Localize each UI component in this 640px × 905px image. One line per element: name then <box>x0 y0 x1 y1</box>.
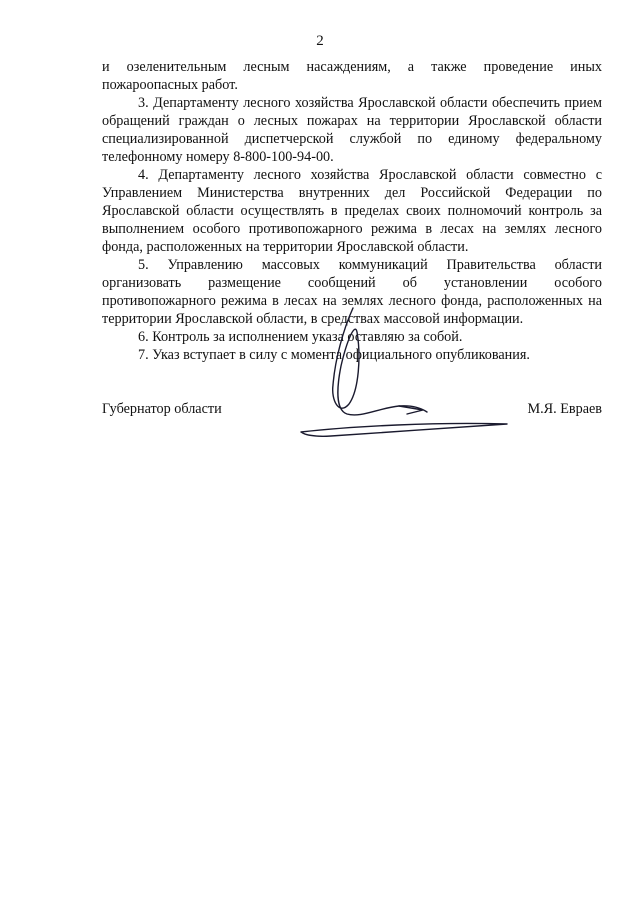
paragraph-item-4: 4. Департаменту лесного хозяйства Ярославской области совместно с Управлением Министерства внутренних дел Российской Федерации по Ярославской области осуществлять в пределах своих полномочий контроль за выполнением особого противопожарного режима в лесах на землях лесного фонда, расположенных на территории Ярославской области. <box>102 167 602 255</box>
paragraph-item-7: 7. Указ вступает в силу с момента официального опубликования. <box>138 347 530 363</box>
signatory-title: Губернатор области <box>102 401 222 417</box>
handwritten-signature <box>295 300 525 450</box>
signatory-name: М.Я. Евраев <box>527 401 602 417</box>
paragraph-continuation: и озеленительным лесным насаждениям, а также проведение иных пожароопасных работ. <box>102 59 602 93</box>
paragraph-item-6: 6. Контроль за исполнением указа оставляю за собой. <box>138 329 463 345</box>
paragraph-item-5: 5. Управлению массовых коммуникаций Правительства области организовать размещение сообщений об установлении особого противопожарного режима в лесах на землях лесного фонда, расположенных на территории Ярославской области, в средствах массовой информации. <box>102 257 602 327</box>
page-number: 2 <box>316 33 324 49</box>
paragraph-item-3: 3. Департаменту лесного хозяйства Ярославской области обеспечить прием обращений граждан о лесных пожарах на территории Ярославской области специализированной диспетчерской службой по единому федеральному телефонному номеру 8-800-100-94-00. <box>102 95 602 165</box>
